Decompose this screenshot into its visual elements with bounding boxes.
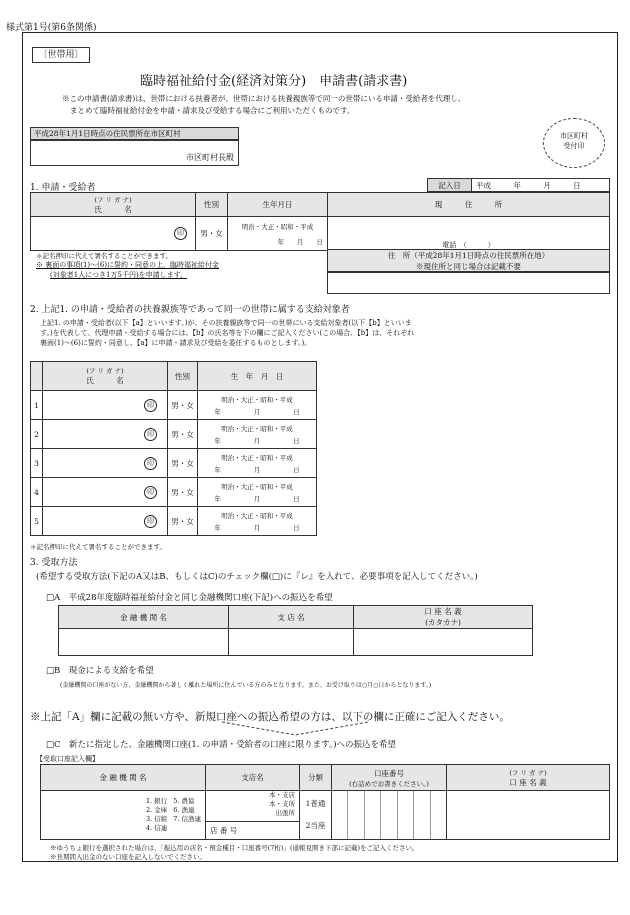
kind-ordinary: 1普通 [305,799,326,808]
pledge-line-2: (対象者1人につき1万5千円)を申請します。 [50,271,188,279]
option-c[interactable]: □C 新たに指定した、金融機関口座(1. の申請・受給者の口座に限ります。)への振込を希望 [46,740,397,750]
c-holder-label: 口 座 名 義 [509,777,547,787]
row-number: 4 [31,478,43,507]
applicant-name-header [31,193,196,217]
page-title: 臨時福祉給付金(経済対策分) 申請書(請求書) [140,74,408,89]
dep-sex-field[interactable]: 男・女 [168,449,198,478]
row-number: 1 [31,391,43,420]
bank-type-2: 2. 金庫 [145,806,168,814]
dob-ymd: 年 月 日 [277,237,323,246]
reg-address-note: ※現住所と同じ場合は記載不要 [416,262,521,271]
c-holder-furigana: (フ リ ガ ナ) [509,768,547,777]
bank-type-3: 3. 信組 [145,815,168,823]
row-number: 2 [31,420,43,449]
dep-day: 日 [293,494,300,503]
a-holder-kana: (カタカナ) [425,618,461,627]
section2-desc-3: 裏面(1)～(6)に誓約・同意し、【a】に申請・請求及び受給を委任するものとします。)。 [40,339,312,347]
section1-pledge-note-2 [50,270,187,280]
a-holder-label: 口 座 名 義 [424,607,462,616]
name-header: 氏 名 [94,204,132,214]
registered-address-field[interactable] [327,272,610,294]
a-holder-field[interactable] [354,629,533,656]
dep-day: 日 [293,407,300,416]
section3-instruction: (希望する受取方法(下記のA又はB、もしくはC)のチェック欄(□)に『レ』を入れて、必要事項を記入してください。) [36,572,478,582]
dep-year: 年 [214,523,221,532]
seal-icon: 印 [144,515,157,528]
a-bank-header: 金 融 機 関 名 [59,606,229,629]
section2-seal-note: ＊記名押印に代えて署名することができます。 [30,543,166,551]
dep-sex-header: 性別 [168,362,198,391]
seal-icon: 印 [144,428,157,441]
footnote-1: ※ゆうちょ銀行を選択された場合は、「振込用の店名・預金種目・口座番号(7桁)」(通帳見開き下部に記載)をご記入ください。 [50,844,419,852]
dependent-row [31,391,317,420]
dep-year: 年 [214,494,221,503]
dependent-row [31,507,317,536]
applicant-dob-field[interactable] [228,217,328,251]
dep-dob-eras: 明治・大正・昭和・平成 [221,511,293,520]
c-bank-header: 金 融 機 関 名 [41,765,206,791]
pledge-line-1: ※ 裏面の事項(1)～(6)に誓約・同意の上、臨時福祉給付金 [36,261,220,269]
c-bank-field[interactable] [41,791,206,840]
dep-year: 年 [214,465,221,474]
seal-icon: 印 [144,457,157,470]
form-number: 様式第1号(第6条関係) [6,23,97,33]
applicant-address-field[interactable] [328,217,610,251]
dep-sex-field[interactable]: 男・女 [168,391,198,420]
seal-icon: 印 [144,486,157,499]
a-branch-field[interactable] [229,629,354,656]
dep-name-label: 氏 名 [86,376,124,385]
c-holder-field[interactable] [447,791,610,840]
dependent-row [31,478,317,507]
dob-eras: 明治・大正・昭和・平成 [241,222,314,231]
option-c-label: 【受取口座記入欄】 [36,755,99,763]
dep-name-field[interactable] [43,420,168,449]
branch-type-3: 出張所 [275,809,295,817]
dep-furigana-header: (フ リ ガ ナ) [86,367,124,375]
bank-type-5: 5. 農協 [173,797,195,805]
usage-tag: 〔世帯用〕 [32,47,90,63]
dependents-table [30,361,317,536]
intro-line-2: まとめて臨時福祉給付金を申請・請求及び受給する場合にご利用いただくものです。 [70,106,355,115]
option-a[interactable]: □A 平成28年度臨時福祉給付金と同じ金融機関口座(下記)への振込を希望 [46,593,333,603]
applicant-table [30,192,610,251]
section3-heading: 3. 受取方法 [30,558,78,568]
registered-address-header [327,249,610,272]
section2-heading: 2. 上記1. の申請・受給者の扶養親族等であって同一の世帯に属する支給対象者 [30,305,350,315]
sex-header: 性別 [196,193,228,217]
row-no-header [31,362,43,391]
dep-sex-field[interactable]: 男・女 [168,420,198,449]
dep-dob-field[interactable] [198,420,317,449]
kind-current: 2当座 [305,821,326,830]
intro-line-1: ※この申請書(請求書)は、世帯における扶養者が、世帯における扶養親族等で同一の世帯にいる申請・受給者を代理し、 [62,94,466,103]
address-header: 現 住 所 [328,193,610,217]
entry-era: 平成 [476,180,491,190]
dep-month: 月 [253,436,261,445]
c-branch-field[interactable] [206,791,300,840]
furigana-header: (フ リ ガ ナ) [94,195,132,204]
section1-seal-note: ＊記名押印に代えて署名することができます。 [36,252,172,260]
tel-label: 電話 （ ） [442,241,495,249]
dep-day: 日 [293,465,300,474]
dep-dob-field[interactable] [198,449,317,478]
stamp-line-1: 市区町村 [560,132,588,140]
row-number: 5 [31,507,43,536]
c-acct-note: (右詰めでお書きください。) [349,779,429,788]
reg-address-label: 住 所（平成28年1月1日時点の住民票所在地） [387,251,550,260]
dep-month: 月 [253,523,261,532]
dep-year: 年 [214,436,221,445]
seal-icon: 印 [144,399,157,412]
dep-name-field[interactable] [43,478,168,507]
dep-day: 日 [293,523,300,532]
footnote-2: ※長期間入出金のない口座を記入しないでください。 [50,853,206,861]
entry-date-label: 記入日 [428,179,472,192]
store-number-field[interactable] [206,821,299,839]
a-branch-header: 支 店 名 [229,606,354,629]
dep-day: 日 [293,436,300,445]
reception-stamp [543,118,605,168]
entry-month: 月 [543,180,551,190]
bank-type-6: 6. 漁連 [173,806,195,814]
entry-day: 日 [573,180,581,190]
bank-type-4: 4. 信連 [145,824,168,832]
address-to-office: 市区町村長殿 [186,153,234,162]
bank-type-7: 7. 信漁連 [173,815,201,823]
dep-sex-field[interactable]: 男・女 [168,507,198,536]
dep-year: 年 [214,407,221,416]
section2-desc-1: 上記1. の申請・受給者(以下【a】といいます。)が、その扶養親族等で同一の世帯にいる支給対象者(以下【b】といいま [40,319,412,327]
dep-dob-field[interactable] [198,507,317,536]
section1-heading: 1. 申請・受給者 [30,183,96,193]
store-number-label: 店 番 号 [210,826,238,835]
section2-desc-2: す。)を代表して、代理申請・受給する場合には、【b】の氏名等を下の欄にご記入ください(この場合、【b】は、それぞれ [40,329,415,337]
c-acct-header [332,765,447,791]
dep-dob-eras: 明治・大正・昭和・平成 [221,395,293,404]
c-type-field[interactable] [300,791,332,840]
c-branch-header: 支店名 [206,765,300,791]
option-b[interactable]: □B 現金による支給を希望 [46,666,154,676]
dep-name-header [43,362,168,391]
dep-name-field[interactable] [43,507,168,536]
dep-month: 月 [253,407,261,416]
bank-type-1: 1. 銀行 [145,797,168,805]
address-to-field[interactable] [30,140,239,166]
stamp-line-2: 受付印 [563,142,585,150]
applicant-name-field[interactable] [31,217,196,251]
dep-dob-eras: 明治・大正・昭和・平成 [221,482,293,491]
c-type-header: 分類 [300,765,332,791]
seal-icon: 印 [174,227,187,240]
option-c-table [40,764,610,840]
address-to-label: 平成28年1月1日時点の住民票所在市区町村 [30,127,239,140]
dep-dob-eras: 明治・大正・昭和・平成 [221,453,293,462]
a-holder-header [354,606,533,629]
dep-name-field[interactable] [43,449,168,478]
section1-pledge-note [36,260,219,270]
dependent-row [31,420,317,449]
entry-year: 年 [513,180,521,190]
branch-type-2: 本・支所 [269,800,295,808]
a-bank-field[interactable] [59,629,229,656]
option-a-table [58,605,533,656]
dep-dob-eras: 明治・大正・昭和・平成 [221,424,293,433]
dependent-row [31,449,317,478]
branch-type-1: 本・支店 [269,791,295,799]
dep-month: 月 [253,465,261,474]
c-holder-header [447,765,610,791]
new-account-notice: ※上記「A」欄に記載の無い方や、新規口座への振込希望の方は、以下の欄に正確にご記入ください。 [30,711,510,723]
applicant-sex-field[interactable]: 男・女 [196,217,228,251]
entry-date [427,178,610,192]
dep-dob-header: 生 年 月 日 [198,362,317,391]
dep-dob-field[interactable] [198,391,317,420]
c-acct-field[interactable] [332,791,447,840]
entry-date-field[interactable] [472,179,610,192]
dep-name-field[interactable] [43,391,168,420]
dep-sex-field[interactable]: 男・女 [168,478,198,507]
dob-header: 生年月日 [228,193,328,217]
row-number: 3 [31,449,43,478]
dep-dob-field[interactable] [198,478,317,507]
dep-month: 月 [253,494,261,503]
option-b-note: (金融機関の口座がない方、金融機関から著しく離れた場所に住んでいる方のみとなります。また、お受け取りは○月○日からとなります。) [60,682,432,689]
c-acct-label: 口座番号 [374,768,404,778]
arrow-down-icon [220,720,370,738]
